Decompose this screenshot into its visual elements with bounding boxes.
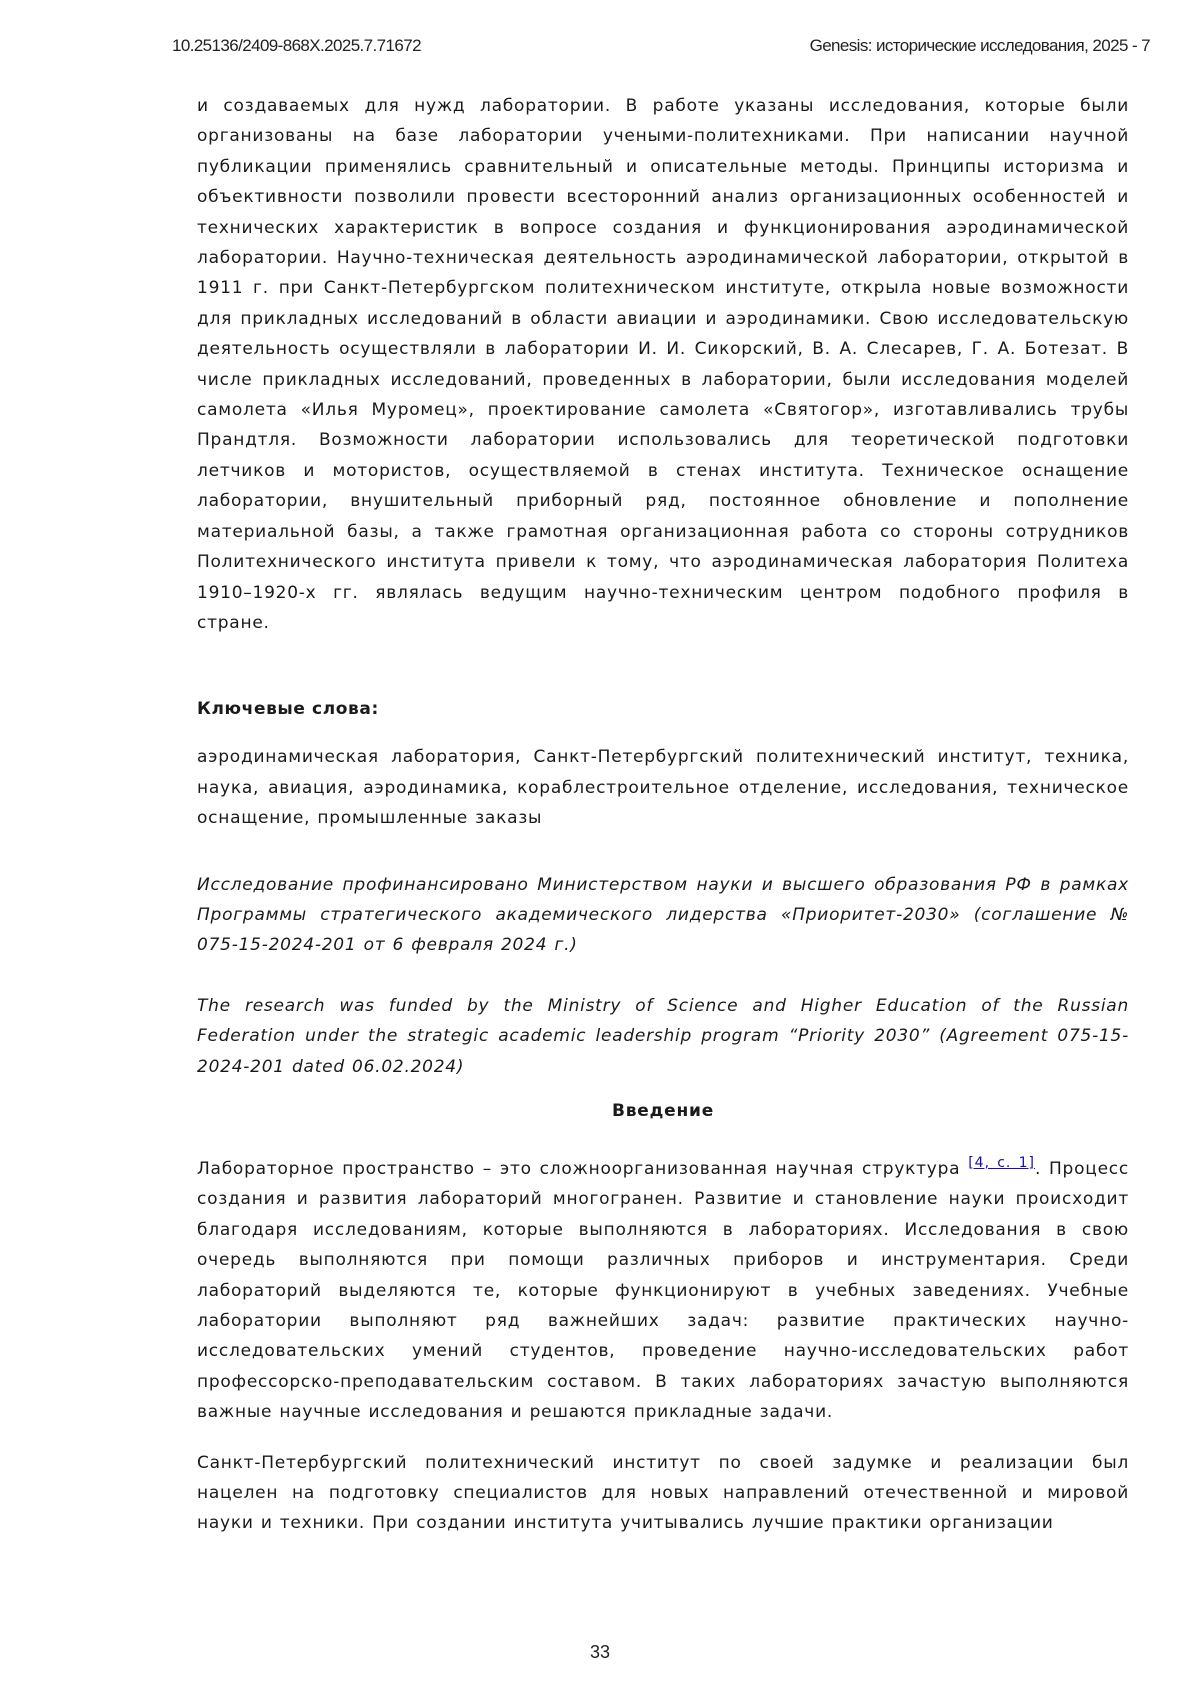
funding-note-en: The research was funded by the Ministry of Science and Higher Education of the Russian Federation under the strategic academic leadership program “Priority 2030” (Agreement 075-15-2024-201 dated 06.02.2024) xyxy=(197,995,1129,1077)
abstract-paragraph: и создаваемых для нужд лаборатории. В работе указаны исследования, которые были организованы на базе лаборатории учеными-политехниками. При написании научной публикации применялись сравнительный и описательные методы. Принципы историзма и объективности позволили провести всесторонний анализ организационных особенностей и технических характеристик в вопросе создания и функционирования аэродинамической лаборатории. Научно-техническая деятельность аэродинамической лаборатории, открытой в 1911 г. при Санкт-Петербургском политехническом институте, открыла новые возможности для прикладных исследований в области авиации и аэродинамики. Свою исследовательскую деятельность осуществляли в лаборатории И. И. Сикорский, В. А. Слесарев, Г. А. Ботезат. В числе прикладных исследований, проведенных в лаборатории, были исследования моделей самолета «Илья Муромец», проектирование самолета «Святогор», изготавливались трубы Прандтля. Возможности лаборатории использовались для теоретической подготовки летчиков и мотористов, осуществляемой в стенах института. Техническое оснащение лаборатории, внушительный приборный ряд, постоянное обновление и пополнение материальной базы, а также грамотная организационная работа со стороны сотрудников Политехнического института привели к тому, что аэродинамическая лаборатория Политеха 1910–1920-х гг. являлась ведущим научно-техническим центром подобного профиля в стране. xyxy=(197,96,1129,633)
journal-title: Genesis: исторические исследования, 2025 - 7 xyxy=(809,36,1150,55)
keywords-heading: Ключевые слова: xyxy=(197,699,379,720)
funding-note-ru: Исследование профинансировано Министерством науки и высшего образования РФ в рамках Программы стратегического академического лидерства «Приоритет-2030» (соглашение № 075-15-2024-201 от 6 февраля 2024 г.) xyxy=(197,874,1129,956)
article-body xyxy=(197,91,1129,1539)
page-header xyxy=(172,36,1150,60)
introduction-paragraph-1 xyxy=(197,1148,1129,1428)
intro-p1-rest: . Процесс создания и развития лабораторий многогранен. Развитие и становление науки происходит благодаря исследованиям, которые выполняются в лабораториях. Исследования в свою очередь выполняются при помощи различных приборов и инструментария. Среди лабораторий выделяются те, которые функционируют в учебных заведениях. Учебные лаборатории выполняют ряд важнейших задач: развитие практических научно-исследовательских умений студентов, проведение научно-исследовательских работ профессорско-преподавательским составом. В таких лабораториях зачастую выполняются важные научные исследования и решаются прикладные задачи. xyxy=(197,1158,1129,1423)
citation-link[interactable]: [4, с. 1] xyxy=(968,1154,1035,1171)
intro-p1-start: Лабораторное пространство – это сложноорганизованная научная структура xyxy=(197,1158,969,1179)
keywords-text: аэродинамическая лаборатория, Санкт-Петербургский политехнический институт, техника, наука, авиация, аэродинамика, кораблестроительное отделение, исследования, техническое оснащение, промышленные заказы xyxy=(197,747,1129,829)
doi-text: 10.25136/2409-868X.2025.7.71672 xyxy=(172,36,421,55)
page-number: 33 xyxy=(589,1642,611,1662)
section-title-introduction: Введение xyxy=(611,1100,715,1121)
introduction-paragraph-2: Санкт-Петербургский политехнический институт по своей задумке и реализации был нацелен на подготовку специалистов для новых направлений отечественной и мировой науки и техники. При создании института учитывались лучшие практики организации xyxy=(197,1452,1129,1534)
